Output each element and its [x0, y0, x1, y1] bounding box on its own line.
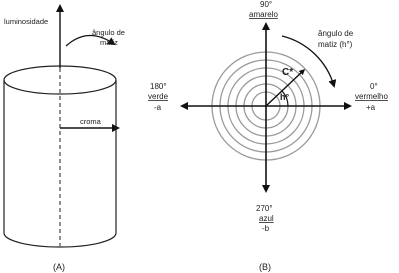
hue-angle-label-line1: ângulo de — [318, 29, 354, 38]
label-180-degree: 180° — [150, 82, 167, 91]
label-270-degree: 270° — [256, 204, 273, 213]
hue-angle-label-line2: matiz — [100, 38, 118, 47]
chroma-symbol: C* — [282, 67, 294, 78]
label-yellow: amarelo — [249, 10, 278, 19]
hue-angle-label-line1: ângulo de — [92, 28, 125, 37]
luminosity-label: luminosidade — [4, 17, 49, 26]
caption-a: (A) — [53, 262, 65, 272]
label-plus-a: +a — [366, 103, 376, 112]
label-green: verde — [148, 92, 169, 101]
caption-b: (B) — [259, 262, 271, 272]
chroma-label: croma — [80, 117, 101, 126]
hue-angle-label-line2: matiz (h°) — [318, 40, 353, 49]
panel-a — [4, 6, 125, 272]
label-red: vermelho — [355, 92, 388, 101]
panel-b — [148, 0, 388, 272]
hue-symbol: h° — [280, 92, 290, 102]
label-minus-b: -b — [262, 224, 270, 233]
label-minus-a: -a — [154, 103, 162, 112]
label-90-degree: 90° — [260, 0, 273, 9]
label-blue: azul — [259, 214, 274, 223]
label-0-degree: 0° — [370, 82, 378, 91]
